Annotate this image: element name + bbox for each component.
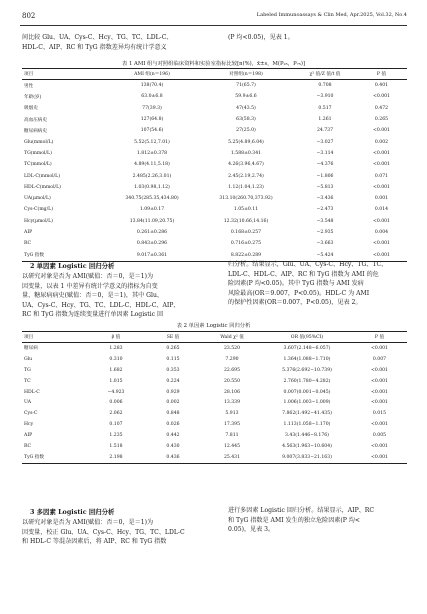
table-cell: 4.89(4.11,5.18): [134, 162, 170, 168]
table-cell: 0.708: [318, 83, 332, 89]
table-cell: 0.004: [374, 230, 389, 235]
text-line: 归分析。结果显示，Glu、UA、Cys-C、Hcy、TG、TC、: [228, 261, 388, 268]
column-header: P 值: [356, 69, 407, 80]
column-header: Wald χ² 值: [202, 332, 262, 343]
table-cell: 13.339: [223, 400, 241, 406]
table-cell: 24.737: [316, 128, 334, 134]
table-cell: <0.001: [372, 218, 390, 224]
table-row: [22, 365, 407, 376]
table-cell: <0.001: [372, 241, 390, 247]
table-cell: 1.682: [109, 367, 123, 373]
table-cell: RC: [24, 443, 31, 449]
table-cell: Hcy: [24, 422, 34, 428]
table-cell: 0.005: [372, 433, 387, 439]
table-cell: <0.001: [370, 345, 388, 351]
table-cell: 1.12(1.04,1.23): [228, 184, 264, 190]
text-line: 0.05)，见表 3。: [228, 526, 275, 534]
table-cell: 2.760(1.780∼4.282): [283, 378, 331, 384]
table-cell: 25.431: [202, 452, 262, 463]
column-header: AMI 组(n＝196): [106, 69, 198, 80]
table-cell: 9.017±0.361: [106, 249, 198, 261]
table-cell: TyG 指数: [22, 452, 88, 463]
table-cell: <0.001: [372, 94, 390, 100]
table1-caption: 表 1 AMI 组与对照组临床资料和实验室指标比较[n(%)，x̄±s，M(P₂₅，P₇₅)]: [121, 61, 306, 67]
text-line: 进行多因素 Logistic 回归分析。结果显示，AIP、RC: [228, 507, 375, 514]
table-cell: −3.548: [316, 218, 334, 224]
table-cell: 5.25(4.89,6.04): [228, 139, 264, 145]
table-cell: 2.062: [109, 411, 123, 417]
table-cell: TC: [24, 378, 31, 384]
intro-paragraph: [22, 33, 222, 52]
table-cell: HDL-C(mmol/L): [24, 184, 61, 190]
section3-left-column: [22, 518, 222, 547]
table-cell: 3.607(2.148∼6.057): [283, 345, 331, 351]
table-row: [22, 227, 407, 238]
table-cell: <0.001: [370, 443, 388, 449]
table-cell: <0.001: [370, 389, 388, 395]
journal-name: Labeled Immunoassays & Clin Med, Apr.2025, Vol.32, No.4: [256, 12, 407, 18]
table-cell: 1.015: [109, 378, 123, 384]
column-header: χ² 值/Z 值/t 值: [294, 69, 356, 80]
table-cell: −3.027: [316, 139, 334, 145]
table-cell: 1.05±0.11: [233, 207, 259, 213]
text-line: LDL-C、HDL-C、AIP、RC 和 TyG 指数为 AMI 的危: [228, 270, 379, 278]
table-row: [22, 387, 407, 398]
table-row: [22, 159, 407, 170]
table-cell: 糖尿病病史: [24, 128, 47, 134]
table-cell: 1.03(0.98,1.12): [134, 184, 170, 190]
text-line: 以研究对象是否为 AMI(赋值：否＝0，是＝1)为: [22, 519, 154, 526]
table-cell: −5.424: [294, 249, 356, 261]
intro-paragraph-right: [228, 33, 408, 43]
table-cell: 9.007(3.833∼21.163): [262, 452, 352, 463]
table-cell: 1.09±0.17: [139, 207, 165, 213]
table-cell: 17.395: [223, 422, 241, 428]
table-cell: 27(25.0): [236, 128, 256, 134]
text-line: 风险最高(OR＝9.007，P<0.05)。HDL-C 为 AMI: [228, 289, 370, 297]
table-cell: 3.43(1.446∼8.176): [285, 433, 329, 439]
table-cell: 吸烟史: [24, 106, 38, 112]
table-cell: 0.442: [166, 433, 180, 439]
table-cell: 313.10(260.70,373.92): [219, 196, 273, 202]
table-row: [22, 170, 407, 181]
table-cell: 0.261±0.286: [136, 230, 168, 235]
column-header: P 值: [352, 332, 407, 343]
table-cell: <0.001: [370, 400, 388, 406]
table-row: [22, 419, 407, 430]
table-header-row: [22, 69, 407, 80]
table-cell: −1.806: [316, 173, 334, 179]
table-cell: 2.485(2.26,3.01): [132, 173, 172, 179]
table-cell: 2.45(2.19,2.74): [228, 173, 264, 179]
table-cell: 107(54.6): [140, 128, 164, 134]
table-row: [22, 136, 407, 147]
intro-line: 间比较 Glu、UA、Cys-C、Hcy、TG、TC、LDL-C、: [22, 34, 173, 41]
table-cell: 71(65.7): [236, 83, 256, 89]
table-cell: 0.353: [166, 367, 180, 373]
table-cell: 12.445: [223, 443, 241, 449]
table-cell: <0.001: [370, 367, 388, 373]
table-cell: 0.006: [109, 400, 123, 406]
table-row: [22, 376, 407, 387]
table-cell: 0.401: [374, 83, 389, 89]
table-cell: 0.168±0.257: [230, 230, 262, 235]
table-cell: 1.518: [109, 443, 123, 449]
table-cell: 1.812±0.378: [136, 150, 168, 156]
table-cell: 2.198: [88, 452, 144, 463]
table-row: [22, 193, 407, 204]
table-cell: 1.006(1.003∼1.009): [283, 400, 331, 406]
column-header: 项目: [22, 332, 88, 343]
table-cell: <0.001: [372, 162, 390, 168]
table-cell: 47(43.5): [236, 105, 256, 111]
table-row: [22, 114, 407, 125]
text-line: UA、Cys-C、Hcy、TG、TC、LDL-C、HDL-C、AIP、: [22, 301, 180, 309]
table-cell: 23.520: [223, 345, 241, 351]
table-cell: 63.0±6.8: [141, 94, 163, 100]
table-cell: <0.001: [356, 249, 407, 261]
table-row: [22, 148, 407, 159]
table-cell: −5.813: [316, 184, 334, 190]
table-row: [22, 216, 407, 227]
table-cell: 7.811: [225, 433, 239, 439]
header-rule: [20, 25, 407, 26]
table-cell: −4.923: [107, 389, 125, 395]
text-line: 因变量，以表 1 中差异有统计学意义的指标为自变: [22, 282, 158, 290]
table-cell: 0.430: [166, 443, 180, 449]
text-line: 的保护性因素(OR＝0.007，P<0.05)，见表 2。: [228, 299, 362, 307]
table-cell: TyG 指数: [22, 249, 106, 261]
table-cell: 28.106: [223, 389, 241, 395]
table-cell: 5.376(2.692∼10.739): [282, 367, 332, 373]
table-row: [22, 80, 407, 92]
section2-title: 2 单因素 Logistic 回归分析: [30, 262, 115, 270]
table-cell: 1.364(1.088∼1.710): [283, 356, 331, 362]
table-cell: 340.75(285.35,434.80): [125, 196, 179, 202]
table-cell: 0.026: [166, 422, 180, 428]
table-cell: 0.716±0.275: [230, 241, 262, 247]
text-line: 因变量，校正 Glu、UA、Cys-C、Hcy、TG、TC、LDL-C: [22, 528, 185, 536]
table-row: [22, 343, 407, 354]
table1: [22, 68, 407, 262]
table-cell: 0.472: [374, 105, 389, 111]
table-cell: 0.007(0.001∼0.045): [283, 389, 331, 395]
table-cell: 高血压病史: [24, 117, 47, 123]
table-cell: 0.001: [374, 196, 389, 202]
table-cell: −3.114: [316, 150, 334, 156]
table-cell: <0.001: [372, 184, 390, 190]
column-header: β 值: [88, 332, 144, 343]
table-cell: 7.862(1.492∼41.435): [282, 411, 332, 417]
table-cell: 0.436: [144, 452, 202, 463]
table-cell: −2.473: [316, 207, 334, 213]
table-cell: 4.26(3.96,4.67): [228, 162, 264, 168]
column-header: OR 值(95%CI): [262, 332, 352, 343]
table-row: [22, 397, 407, 408]
table-cell: 5.913: [225, 411, 239, 417]
table-row: [22, 91, 407, 102]
table-row: [22, 125, 407, 136]
table-cell: −3.910: [316, 94, 334, 100]
table2: [22, 331, 407, 464]
table-row: [22, 441, 407, 452]
table-cell: Glu(mmol/L): [24, 139, 54, 145]
text-line: 险因素(P 均<0.05)。其中 TyG 指数与 AMI 发病: [228, 280, 364, 288]
table-row: [22, 204, 407, 215]
table-cell: Hcy(μmol/L): [24, 218, 53, 224]
table-cell: UA: [24, 400, 32, 406]
text-line: 和 TyG 指数是 AMI 发生的独立危险因素(P 均<: [228, 516, 361, 524]
table-cell: 0.107: [109, 422, 123, 428]
intro-line: HDL-C、AIP、RC 和 TyG 指数差异均有统计学意义: [22, 43, 167, 51]
table-cell: 77(39.3): [142, 105, 162, 111]
table-cell: 1.588±0.341: [230, 150, 262, 156]
table-cell: HDL-C: [24, 389, 40, 395]
text-line: 量，糖尿病病史(赋值：否＝0，是＝1)，其中 Glu、: [22, 292, 163, 300]
table-cell: 0.848: [166, 411, 180, 417]
table-cell: 0.265: [374, 117, 389, 123]
table-cell: RC: [24, 241, 31, 247]
table-row: [22, 103, 407, 114]
table-cell: AIP: [24, 433, 33, 439]
table-cell: 0.071: [374, 173, 389, 179]
table-cell: Glu: [24, 356, 33, 362]
intro-line: (P 均<0.05)，见表 1。: [228, 34, 294, 41]
table-cell: 1.261: [318, 117, 332, 123]
table-cell: UA(μmol/L): [24, 196, 51, 202]
text-line: 和 HDL-C 等混杂因素后，将 AIP、RC 和 TyG 指数: [22, 538, 167, 546]
table-cell: 0.015: [372, 411, 387, 417]
table-cell: Cys-C: [24, 411, 38, 417]
table-cell: AIP: [24, 230, 33, 235]
table-cell: TG: [24, 367, 31, 373]
column-header: SE 值: [144, 332, 202, 343]
table-cell: <0.001: [352, 452, 407, 463]
table-row: [22, 238, 407, 249]
table-cell: TG(mmol/L): [24, 150, 52, 156]
table-cell: 13.84(11.09,20.75): [129, 218, 175, 224]
table-cell: 0.002: [374, 139, 389, 145]
table-cell: 1.283: [109, 345, 123, 351]
table-cell: 0.265: [166, 345, 180, 351]
page-number: 802: [22, 12, 36, 20]
table-cell: 1.235: [109, 433, 123, 439]
section3-right-column: [228, 506, 410, 535]
table-cell: <0.001: [370, 378, 388, 384]
text-line: RC 和 TyG 指数为连续变量进行单因素 Logistic 回: [22, 311, 164, 319]
table-cell: 0.224: [166, 378, 180, 384]
table-cell: 男性: [24, 83, 34, 89]
table-row: [22, 452, 407, 463]
table-cell: −4.376: [316, 162, 334, 168]
table-cell: LDL-C(mmol/L): [24, 173, 60, 179]
text-line: 以研究对象是否为 AMI(赋值：否＝0，是＝1)为: [22, 273, 154, 280]
table-cell: 1.113(1.058∼1.170): [283, 422, 331, 428]
section2-left-column: [22, 272, 222, 320]
table-cell: 0.002: [166, 400, 180, 406]
table-cell: 0.310: [109, 356, 123, 362]
table-cell: 0.929: [166, 389, 180, 395]
table-cell: 8.822±0.289: [198, 249, 294, 261]
table-cell: 年龄(岁): [24, 94, 42, 100]
table-cell: −2.935: [316, 230, 334, 235]
table-cell: 59.9±6.6: [235, 94, 257, 100]
table-row: [22, 430, 407, 441]
table-cell: 0.517: [318, 105, 332, 111]
table-cell: 7.290: [225, 356, 239, 362]
table-row: [22, 354, 407, 365]
section2-right-column: [228, 260, 410, 308]
table-cell: 127(64.8): [140, 117, 164, 123]
table-cell: <0.001: [372, 150, 390, 156]
table-cell: TC(mmol/L): [24, 162, 52, 168]
table-cell: 0.014: [374, 207, 389, 213]
column-header: 项目: [22, 69, 106, 80]
table-cell: <0.001: [372, 128, 390, 134]
table-cell: 63(58.3): [236, 117, 256, 123]
page-header: [0, 12, 427, 24]
table-cell: 0.007: [372, 356, 387, 362]
table-row: [22, 408, 407, 419]
table-cell: Cys-C(mg/L): [24, 207, 54, 213]
table-header-row: [22, 332, 407, 343]
table-cell: −3.436: [316, 196, 334, 202]
table-cell: <0.001: [370, 422, 388, 428]
table-cell: −3.663: [316, 241, 334, 247]
table-cell: 5.52(5.12,7.01): [134, 139, 170, 145]
table-cell: 0.843±0.296: [136, 241, 168, 247]
table-cell: 20.550: [223, 378, 241, 384]
table-row: [22, 182, 407, 193]
table-cell: 22.695: [223, 367, 241, 373]
table-cell: 12.32(10.66,14.16): [223, 218, 269, 224]
table-cell: 0.115: [166, 356, 180, 362]
table-cell: 138(70.4): [140, 83, 164, 89]
section3-title: 3 多因素 Logistic 回归分析: [30, 508, 115, 516]
table2-caption: 表 2 单因素 Logistic 回归分析: [176, 323, 251, 329]
column-header: 对照组(n＝198): [198, 69, 294, 80]
table-cell: 4.563(1.963∼10.604): [282, 443, 332, 449]
table-cell: 糖尿病: [24, 346, 38, 352]
